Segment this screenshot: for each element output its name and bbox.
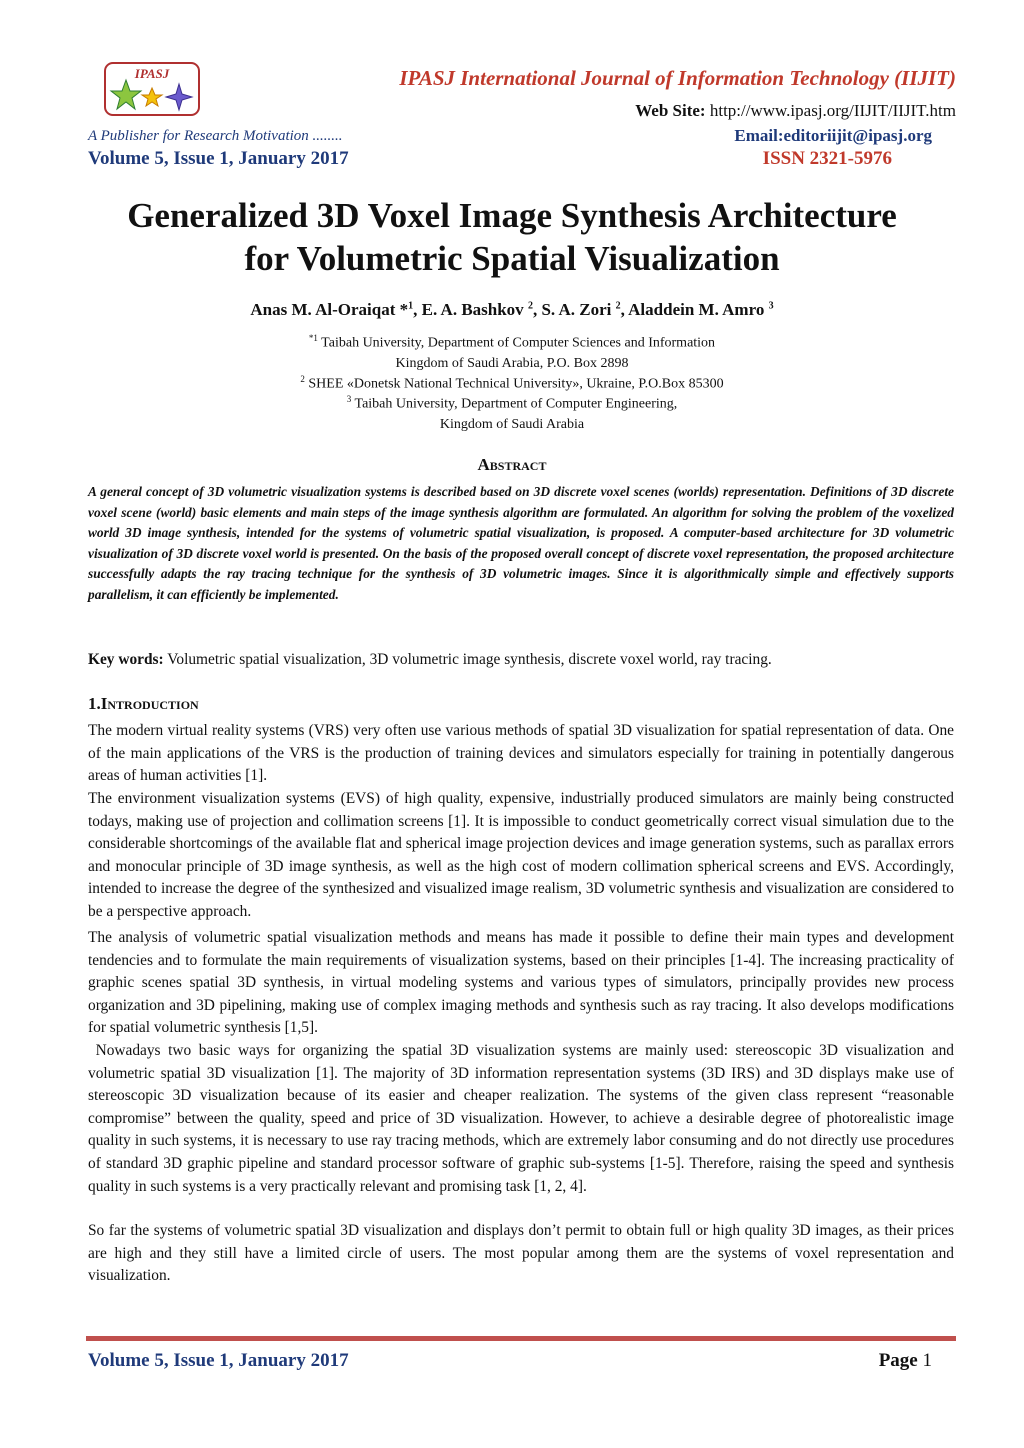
- volume-issue-footer: Volume 5, Issue 1, January 2017: [88, 1350, 349, 1371]
- keywords-label: Key words:: [88, 651, 164, 668]
- title-line-1: Generalized 3D Voxel Image Synthesis Architecture: [127, 196, 897, 235]
- affiliation-line: Taibah University, Department of Computer Sciences and Information: [321, 335, 716, 351]
- editor-email[interactable]: Email:editoriijit@ipasj.org: [734, 126, 932, 145]
- author-name: S. A. Zori: [541, 300, 616, 319]
- section-heading-introduction: 1.Introduction: [88, 694, 199, 713]
- affiliation-1: [60, 328, 964, 374]
- keywords: [88, 650, 954, 670]
- abstract-heading: Abstract: [477, 455, 547, 474]
- page-word: Page: [878, 1350, 918, 1371]
- body-paragraph: So far the systems of volumetric spatial 3D visualization and displays don’t permit to obtain full or high quality 3D images, as their prices are high and they still have a limited circle of users. The most popular among them are the systems of voxel representation and visualization.: [88, 1222, 954, 1285]
- journal-logo: [104, 62, 200, 116]
- author-mark: 2: [615, 300, 621, 312]
- abstract-text: A general concept of 3D volumetric visualization systems is described based on 3D discrete voxel scenes (worlds) representation. Definitions of 3D discrete voxel scene (world) basic elements and main steps of the image synthesis algorithm are formulated. An algorithm for solving the problem of the voxelized world 3D image synthesis, intended for the systems of volumetric spatial visualization, is proposed. A computer-based architecture for 3D volumetric visualization of 3D discrete voxel world is presented. On the basis of the proposed overall concept of discrete voxel representation, the proposed architecture successfully adapts the ray tracing technique for the synthesis of 3D volumetric images. Since it is algorithmically simple and effectively supports parallelism, it can efficiently be implemented.: [88, 484, 954, 602]
- affiliation-mark: *1: [308, 333, 318, 343]
- affiliation-line: Kingdom of Saudi Arabia, P.O. Box 2898: [395, 355, 629, 371]
- author-mark: 3: [768, 300, 774, 312]
- logo-text: IPASJ: [134, 66, 170, 81]
- body-paragraph: The environment visualization systems (EVS) of high quality, expensive, industrially produced simulators are mainly being constructed todays, making use of projection and collimation screens [1]. It is impossible to conduct geometrically correct visual simulation due to the considerable shortcomings of the available flat and spherical image projection devices and image generation systems, such as parallax errors and monocular principle of 3D image synthesis, as well as the high cost of modern collimation spherical screens and EVS. Accordingly, intended to increase the degree of the synthesized and visualized image realism, 3D volumetric synthesis and visualization are considered to be a perspective approach.: [88, 790, 954, 920]
- title-line-2: for Volumetric Spatial Visualization: [244, 239, 780, 278]
- page-number-value: 1: [922, 1350, 932, 1371]
- author-name: Anas M. Al-Oraiqat *: [250, 300, 409, 319]
- publisher-tagline: A Publisher for Research Motivation ........: [88, 128, 343, 144]
- body-paragraph: Nowadays two basic ways for organizing the spatial 3D visualization systems are mainly used: stereoscopic 3D visualization and volumetric spatial 3D visualization [1]. The majority of 3D information representation systems (3D IRS) and 3D displays make use of stereoscopic 3D visualization because of its easier and cheaper realization. The systems of the given class represent “reasonable compromise” between the quality, speed and price of 3D visualization. However, to achieve a desirable degree of photorealistic image quality in such systems, it is necessary to use ray tracing methods, which are extremely labor consuming and do not directly use procedures of standard 3D graphic pipeline and standard processor software of graphic sub-systems [1-5]. Therefore, raising the speed and synthesis quality in such systems is a very practically relevant and promising task [1, 2, 4].: [88, 1042, 958, 1195]
- journal-title: IPASJ International Journal of Information Technology (IIJIT): [399, 66, 956, 90]
- affiliation-line: Taibah University, Department of Computer Engineering,: [354, 396, 678, 412]
- author-sep: ,: [413, 300, 422, 319]
- website-url[interactable]: http://www.ipasj.org/IIJIT/IIJIT.htm: [709, 101, 956, 120]
- author-sep: ,: [532, 300, 542, 319]
- affiliation-mark: 3: [346, 394, 352, 404]
- author-mark: 2: [527, 300, 533, 312]
- footer-divider: [86, 1336, 956, 1341]
- paper-title: [60, 194, 964, 280]
- affiliation-line: SHEE «Donetsk National Technical University», Ukraine, P.O.Box 85300: [308, 376, 724, 392]
- issn: ISSN 2321-5976: [762, 148, 892, 169]
- body-paragraph: The modern virtual reality systems (VRS) very often use various methods of spatial 3D visualization for spatial representation of data. One of the main applications of the VRS is the production of training devices and simulators especially for training in potentially dangerous areas of human activities [1].: [88, 722, 954, 785]
- author-list: [60, 300, 964, 320]
- affiliation-mark: 2: [300, 374, 305, 384]
- keywords-list: Volumetric spatial visualization, 3D volumetric image synthesis, discrete voxel world, ray tracing.: [167, 651, 772, 668]
- body-paragraph: The analysis of volumetric spatial visualization methods and means has made it possible to define their main types and development tendencies and to formulate the main requirements of visualization systems, based on their principles [1-4]. The increasing practicality of graphic scenes spatial 3D synthesis, in virtual modeling systems and various types of simulators, principally provides new process organization and 3D pipelining, making use of complex imaging methods and synthesis such as ray tracing. It also develops modifications for spatial volumetric synthesis [1,5].: [88, 929, 954, 1037]
- author-sep: ,: [620, 300, 629, 319]
- author-mark: 1: [408, 300, 414, 312]
- page-number: [830, 1350, 932, 1372]
- affiliation-line: Kingdom of Saudi Arabia: [439, 416, 585, 432]
- author-name: E. A. Bashkov: [421, 300, 528, 319]
- affiliation-3: [60, 389, 964, 435]
- website-line: [520, 101, 956, 121]
- website-label: Web Site:: [635, 101, 706, 120]
- volume-issue-header: Volume 5, Issue 1, January 2017: [88, 148, 349, 169]
- author-name: Aladdein M. Amro: [628, 300, 769, 319]
